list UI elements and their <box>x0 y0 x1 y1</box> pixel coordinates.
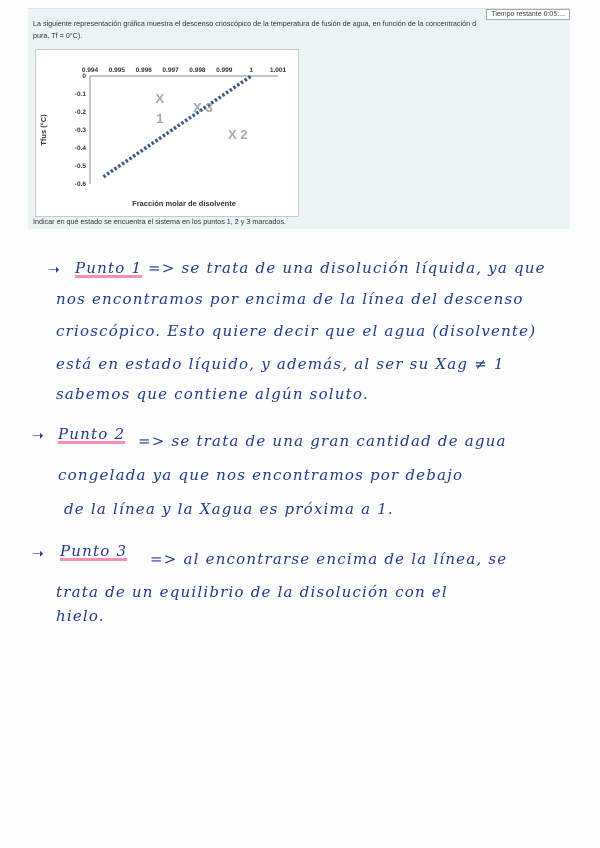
y-tick-label: -0.6 <box>74 181 86 188</box>
arrow-icon: ➝ <box>32 546 44 562</box>
question-intro: La siguiente representación gráfica muestra el descenso crioscópico de la temperatura de fusión de agua, en función de la concentración d <box>33 19 477 28</box>
y-tick-label: -0.5 <box>74 163 86 170</box>
point-annotation: 1 <box>156 110 164 126</box>
x-tick-label: 0.996 <box>135 67 152 74</box>
p2-line3: de la línea y la Xagua es próxima a 1. <box>64 500 394 518</box>
x-tick-label: 0.998 <box>189 67 206 74</box>
p1-heading: Punto 1 <box>75 259 143 277</box>
p2-heading: Punto 2 <box>58 425 126 443</box>
p3-heading: Punto 3 <box>60 542 128 560</box>
x-axis-label: Fracción molar de disolvente <box>132 199 236 208</box>
p3-line1: => al encontrarse encima de la línea, se <box>150 550 508 568</box>
p3-line2: trata de un equilibrio de la disolución con el <box>56 583 448 601</box>
p1-line4: está en estado líquido, y además, al ser su Xag ≠ 1 <box>56 355 505 373</box>
y-tick-label: -0.4 <box>74 145 86 152</box>
p1-line5: sabemos que contiene algún soluto. <box>56 385 369 403</box>
question-instruction: Indicar en qué estado se encuentra el sistema en los puntos 1, 2 y 3 marcados. <box>33 217 286 226</box>
y-tick-label: -0.1 <box>74 91 86 98</box>
y-tick-label: 0 <box>82 73 86 80</box>
x-tick-label: 1.001 <box>269 67 287 74</box>
p2-line2: congelada ya que nos encontramos por debajo <box>58 466 464 484</box>
timer-badge: Tiempo restante 0:05:... <box>486 9 570 20</box>
p2-line1: => se trata de una gran cantidad de agua <box>138 432 507 450</box>
x-tick-label: 0.999 <box>216 67 233 74</box>
point-annotation: X 2 <box>227 127 248 142</box>
point-annotation: X 3 <box>193 100 213 115</box>
question-intro-cont: pura, Tf = 0°C). <box>33 31 83 40</box>
p1-line2: nos encontramos por encima de la línea del descenso <box>56 290 524 308</box>
y-axis-label: Tfus (°C) <box>39 114 48 146</box>
y-tick-label: -0.3 <box>74 127 86 134</box>
x-tick-label: 0.997 <box>162 67 179 74</box>
p1-line3: crioscópico. Esto quiere decir que el agua (disolvente) <box>56 322 537 340</box>
arrow-icon: ➝ <box>48 262 60 278</box>
arrow-icon: ➝ <box>32 428 44 444</box>
p3-line3: hielo. <box>56 607 105 625</box>
x-tick-label: 1 <box>249 67 253 74</box>
p1-line1: => se trata de una disolución líquida, ya que <box>148 259 546 277</box>
x-tick-label: 0.995 <box>108 67 125 74</box>
x-tick-label: 0.994 <box>81 67 99 74</box>
point-annotation: X <box>155 91 165 106</box>
y-tick-label: -0.2 <box>74 109 86 116</box>
